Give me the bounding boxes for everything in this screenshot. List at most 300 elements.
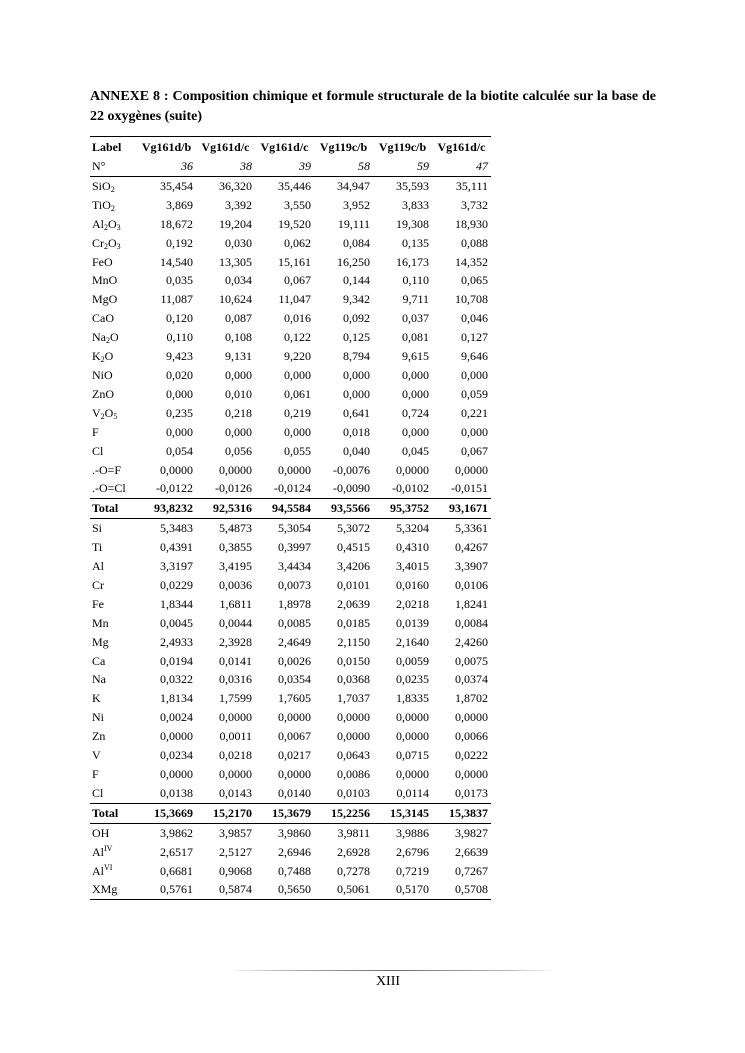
label-text: O (108, 235, 117, 250)
label-text: TiO (92, 197, 111, 212)
value-cell: 3,4195 (219, 559, 252, 574)
value-cell: 0,7278 (337, 863, 370, 878)
value-cell: 0,0000 (160, 767, 193, 781)
value-cell: 0,0234 (160, 748, 193, 763)
value-cell: 0,045 (402, 443, 429, 458)
value-cell: 0,0066 (455, 729, 488, 744)
value-cell: 11,047 (278, 292, 311, 307)
header-row (90, 137, 491, 158)
value-cell: -0,0090 (333, 481, 370, 496)
label-text: O (104, 349, 114, 364)
oxide-row (90, 215, 491, 234)
value-cell: 36,320 (219, 178, 252, 193)
value-cell: 0,0222 (455, 748, 488, 763)
value-cell: 2,4649 (278, 634, 311, 649)
total-value: 15,3669 (137, 803, 196, 823)
value-cell: 0,054 (166, 443, 193, 458)
value-cell: 0,0067 (278, 729, 311, 744)
label-text: Cl (92, 443, 104, 458)
label-superscript: VI (104, 862, 113, 872)
oxide-row (90, 366, 491, 385)
label-text: Na (92, 672, 106, 687)
row-label (90, 328, 137, 347)
column-header: Vg119c/b (314, 137, 373, 158)
value-cell: 0,067 (284, 273, 311, 288)
label-text: O (104, 405, 114, 420)
column-header: Vg119c/b (373, 137, 432, 158)
value-cell: 0,0150 (337, 653, 370, 668)
row-label (90, 519, 137, 538)
oxide-row (90, 271, 491, 290)
value-cell: 8,794 (343, 349, 370, 364)
value-cell: 3,9860 (278, 825, 311, 840)
value-cell: 0,0139 (396, 615, 429, 630)
oxide-row (90, 176, 491, 195)
value-cell: 14,352 (455, 254, 488, 269)
total-label: Total (90, 499, 137, 519)
oxide-row (90, 328, 491, 347)
label-subscript: 2 (100, 411, 105, 421)
oxide-row (90, 234, 491, 253)
value-cell: 35,593 (396, 178, 429, 193)
value-cell: 0,037 (402, 311, 429, 326)
value-cell: 0,056 (225, 443, 252, 458)
biotite-table-container (90, 136, 491, 900)
value-cell: 0,7219 (396, 863, 429, 878)
label-text: ZnO (92, 386, 114, 401)
cation-row (90, 538, 491, 557)
cation-row (90, 595, 491, 614)
row-label (90, 595, 137, 614)
value-cell: 0,0011 (219, 729, 252, 744)
row-label (90, 479, 137, 498)
value-cell: 18,930 (455, 216, 488, 231)
value-cell: 0,0036 (219, 577, 252, 592)
cation-row (90, 519, 491, 538)
value-cell: 0,059 (461, 386, 488, 401)
value-cell: 0,0114 (396, 785, 429, 800)
value-cell: 0,5650 (255, 880, 314, 899)
value-cell: 0,0322 (160, 672, 193, 687)
row-label (90, 385, 137, 404)
value-cell: 14,540 (160, 254, 193, 269)
value-cell: 1,6811 (219, 596, 252, 611)
label-subscript: 3 (116, 222, 121, 232)
oxide-row (90, 442, 491, 461)
value-cell: 0,0218 (219, 748, 252, 763)
value-cell: 0,0073 (278, 577, 311, 592)
value-cell: 9,711 (402, 292, 429, 307)
total-label: Total (90, 803, 137, 823)
value-cell: 0,088 (461, 235, 488, 250)
analysis-number: 39 (255, 157, 314, 176)
value-cell: 0,0086 (337, 767, 370, 781)
page-number: XIII (375, 974, 401, 989)
label-subscript: 2 (106, 336, 110, 346)
value-cell: 0,0000 (160, 462, 193, 477)
value-cell: 5,3483 (160, 521, 193, 536)
value-cell: 2,0639 (337, 596, 370, 611)
value-cell: 0,0106 (455, 577, 488, 592)
label-text: Al (92, 559, 104, 574)
value-cell: 3,833 (402, 197, 429, 212)
value-cell: 0,065 (461, 273, 488, 288)
label-text: Na (92, 330, 106, 345)
value-cell: 3,3197 (160, 559, 193, 574)
value-cell: 0,0185 (337, 615, 370, 630)
row-label (90, 442, 137, 461)
value-cell: 16,250 (337, 254, 370, 269)
total-value: 15,3679 (255, 803, 314, 823)
label-text: Mg (92, 634, 109, 649)
total-value: 15,2170 (196, 803, 255, 823)
extra-row (90, 823, 491, 842)
value-cell: 0,5874 (196, 880, 255, 899)
extra-row (90, 862, 491, 881)
cation-total-row (90, 803, 491, 823)
label-text: O (110, 330, 119, 345)
value-cell: 1,8134 (160, 691, 193, 706)
row-label (90, 746, 137, 765)
value-cell: 5,3072 (337, 521, 370, 536)
value-cell: 0,5170 (373, 880, 432, 899)
value-cell: 5,3054 (278, 521, 311, 536)
value-cell: 0,030 (225, 235, 252, 250)
value-cell: 0,6681 (160, 863, 193, 878)
oxide-row (90, 196, 491, 215)
cation-row (90, 765, 491, 784)
row-label (90, 347, 137, 366)
value-cell: 9,423 (166, 349, 193, 364)
value-cell: 3,4015 (396, 559, 429, 574)
value-cell: 0,3997 (278, 540, 311, 555)
label-subscript: 2 (100, 355, 105, 365)
value-cell: 35,446 (278, 178, 311, 193)
header-label-cell: Label (90, 137, 137, 158)
label-subscript: 2 (104, 241, 108, 251)
value-cell: 2,6796 (396, 844, 429, 859)
value-cell: 0,0160 (396, 577, 429, 592)
value-cell: 0,000 (166, 386, 193, 401)
value-cell: 0,0138 (160, 785, 193, 800)
value-cell: 2,4260 (455, 634, 488, 649)
value-cell: 10,708 (455, 292, 488, 307)
label-text: Cr (92, 577, 104, 592)
value-cell: 9,220 (284, 349, 311, 364)
value-cell: 0,000 (402, 424, 429, 439)
value-cell: 0,0101 (337, 577, 370, 592)
analysis-number: 58 (314, 157, 373, 176)
label-text: V (92, 748, 101, 763)
label-text: Zn (92, 729, 106, 744)
value-cell: 0,0000 (219, 710, 252, 725)
row-label (90, 784, 137, 803)
oxide-row (90, 347, 491, 366)
row-label (90, 290, 137, 309)
value-cell: 1,8241 (455, 596, 488, 611)
value-cell: 0,110 (166, 330, 193, 345)
oxide-row (90, 404, 491, 423)
value-cell: 0,0217 (278, 748, 311, 763)
row-label (90, 652, 137, 671)
number-label-cell: N° (90, 157, 137, 176)
value-cell: 0,4391 (160, 540, 193, 555)
value-cell: 0,0000 (278, 462, 311, 477)
value-cell: 5,3361 (455, 521, 488, 536)
value-cell: 0,0000 (278, 767, 311, 781)
value-cell: 0,000 (343, 367, 370, 382)
value-cell: 0,040 (343, 443, 370, 458)
value-cell: 5,3204 (396, 521, 429, 536)
value-cell: 2,4933 (160, 634, 193, 649)
value-cell: 1,7605 (278, 691, 311, 706)
value-cell: 3,9862 (160, 825, 193, 840)
label-text: .-O=F (92, 462, 122, 477)
value-cell: 3,4206 (337, 559, 370, 574)
analysis-number: 47 (432, 157, 491, 176)
cation-row (90, 633, 491, 652)
value-cell: 0,122 (284, 330, 311, 345)
value-cell: 0,000 (284, 424, 311, 439)
value-cell: 3,550 (284, 197, 311, 212)
value-cell: 10,624 (219, 292, 252, 307)
total-value: 93,8232 (137, 499, 196, 519)
value-cell: 0,087 (225, 311, 252, 326)
value-cell: 2,6928 (337, 844, 370, 859)
value-cell: 0,0000 (278, 710, 311, 725)
value-cell: 19,111 (337, 216, 370, 231)
value-cell: 0,000 (166, 424, 193, 439)
cation-row (90, 557, 491, 576)
value-cell: 3,9827 (455, 825, 488, 840)
row-label (90, 633, 137, 652)
label-text: NiO (92, 367, 113, 382)
row-label (90, 765, 137, 784)
value-cell: 2,5127 (219, 844, 252, 859)
cation-row (90, 576, 491, 595)
label-text: FeO (92, 254, 113, 269)
value-cell: 0,000 (284, 367, 311, 382)
cation-row (90, 614, 491, 633)
row-label (90, 843, 137, 862)
value-cell: 0,018 (343, 424, 370, 439)
value-cell: 0,0000 (396, 710, 429, 725)
value-cell: 0,4267 (455, 540, 488, 555)
value-cell: 5,4873 (219, 521, 252, 536)
row-label (90, 196, 137, 215)
row-label (90, 176, 137, 195)
footer-divider (228, 970, 558, 971)
value-cell: 3,9857 (219, 825, 252, 840)
value-cell: 0,219 (284, 405, 311, 420)
value-cell: 0,0374 (455, 672, 488, 687)
value-cell: 35,454 (160, 178, 193, 193)
row-label (90, 557, 137, 576)
row-label (90, 253, 137, 272)
value-cell: -0,0102 (392, 481, 429, 496)
value-cell: 0,0173 (455, 785, 488, 800)
value-cell: 1,8335 (396, 691, 429, 706)
extra-row (90, 880, 491, 899)
label-text: SiO (92, 178, 111, 193)
value-cell: 3,392 (225, 197, 252, 212)
label-text: XMg (92, 882, 118, 897)
value-cell: 0,0024 (160, 710, 193, 725)
label-text: Fe (92, 596, 104, 611)
value-cell: 0,641 (343, 405, 370, 420)
value-cell: 0,0000 (455, 767, 488, 781)
label-text: .-O=Cl (92, 481, 126, 496)
total-value: 93,1671 (432, 499, 491, 519)
value-cell: 16,173 (396, 254, 429, 269)
row-label (90, 404, 137, 423)
value-cell: 0,067 (461, 443, 488, 458)
value-cell: 1,8702 (455, 691, 488, 706)
column-header: Vg161d/c (255, 137, 314, 158)
label-text: Al (92, 844, 104, 859)
value-cell: 0,0354 (278, 672, 311, 687)
value-cell: 35,111 (455, 178, 488, 193)
value-cell: 0,081 (402, 330, 429, 345)
value-cell: 0,0143 (219, 785, 252, 800)
value-cell: 0,724 (402, 405, 429, 420)
total-value: 15,3837 (432, 803, 491, 823)
value-cell: 0,016 (284, 311, 311, 326)
total-value: 15,3145 (373, 803, 432, 823)
value-cell: 0,0000 (455, 710, 488, 725)
value-cell: 0,0044 (219, 615, 252, 630)
value-cell: 0,110 (402, 273, 429, 288)
value-cell: 0,0103 (337, 785, 370, 800)
label-superscript: IV (104, 843, 113, 853)
label-subscript: 2 (104, 222, 108, 232)
value-cell: 0,0141 (219, 653, 252, 668)
cation-row (90, 689, 491, 708)
total-value: 92,5316 (196, 499, 255, 519)
value-cell: 2,1640 (396, 634, 429, 649)
cation-row (90, 652, 491, 671)
value-cell: 1,7037 (337, 691, 370, 706)
value-cell: 2,6946 (278, 844, 311, 859)
value-cell: -0,0124 (274, 481, 311, 496)
label-text: Ca (92, 653, 106, 668)
label-text: Si (92, 521, 103, 536)
value-cell: 0,084 (343, 235, 370, 250)
value-cell: 3,4434 (278, 559, 311, 574)
label-text: K (92, 349, 101, 364)
row-label (90, 823, 137, 842)
value-cell: 0,062 (284, 235, 311, 250)
column-header: Vg161d/b (137, 137, 196, 158)
value-cell: 0,0000 (160, 729, 193, 744)
column-header: Vg161d/c (432, 137, 491, 158)
value-cell: 0,5708 (432, 880, 491, 899)
value-cell: 0,000 (343, 386, 370, 401)
value-cell: 0,0000 (455, 462, 488, 477)
value-cell: 0,135 (402, 235, 429, 250)
value-cell: 9,342 (343, 292, 370, 307)
value-cell: 3,9886 (396, 825, 429, 840)
row-label (90, 689, 137, 708)
row-label (90, 670, 137, 689)
value-cell: 9,615 (402, 349, 429, 364)
value-cell: 0,0235 (396, 672, 429, 687)
value-cell: 19,520 (278, 216, 311, 231)
total-value: 95,3752 (373, 499, 432, 519)
value-cell: 0,0026 (278, 653, 311, 668)
value-cell: 3,9811 (337, 825, 370, 840)
value-cell: 2,6517 (160, 844, 193, 859)
value-cell: 0,000 (225, 424, 252, 439)
value-cell: 0,0000 (337, 710, 370, 725)
cation-row (90, 746, 491, 765)
value-cell: 0,9068 (219, 863, 252, 878)
value-cell: -0,0076 (333, 462, 370, 477)
value-cell: 0,3855 (219, 540, 252, 555)
value-cell: -0,0126 (215, 481, 252, 496)
value-cell: 0,0085 (278, 615, 311, 630)
value-cell: 0,0000 (219, 767, 252, 781)
value-cell: 0,0075 (455, 653, 488, 668)
value-cell: 3,3907 (455, 559, 488, 574)
value-cell: 1,7599 (219, 691, 252, 706)
value-cell: 0,5061 (314, 880, 373, 899)
annex-title: ANNEXE 8 : Composition chimique et formule structurale de la biotite calculée sur la base de 22 oxygènes (suite) (90, 89, 656, 124)
table-body (90, 137, 491, 900)
label-text: CaO (92, 311, 114, 326)
label-text: O (108, 216, 117, 231)
value-cell: 19,204 (219, 216, 252, 231)
label-text: Mn (92, 615, 109, 630)
label-text: MgO (92, 292, 118, 307)
row-label (90, 727, 137, 746)
row-label (90, 862, 137, 881)
label-text: Ni (92, 710, 104, 725)
value-cell: 1,8978 (278, 596, 311, 611)
label-text: F (92, 424, 99, 439)
value-cell: 0,0000 (337, 729, 370, 744)
value-cell: 0,0194 (160, 653, 193, 668)
row-label (90, 271, 137, 290)
analysis-number: 36 (137, 157, 196, 176)
value-cell: 0,000 (461, 367, 488, 382)
total-value: 94,5584 (255, 499, 314, 519)
value-cell: 3,952 (343, 197, 370, 212)
value-cell: 0,092 (343, 311, 370, 326)
label-text: Ti (92, 540, 103, 555)
value-cell: 13,305 (219, 254, 252, 269)
value-cell: 0,235 (166, 405, 193, 420)
label-text: OH (92, 825, 110, 840)
value-cell: 2,3928 (219, 634, 252, 649)
extra-row (90, 843, 491, 862)
value-cell: 3,732 (461, 197, 488, 212)
value-cell: 18,672 (160, 216, 193, 231)
analysis-number: 38 (196, 157, 255, 176)
value-cell: 3,869 (166, 197, 193, 212)
oxide-row (90, 309, 491, 328)
value-cell: 0,4310 (396, 540, 429, 555)
value-cell: 0,0045 (160, 615, 193, 630)
value-cell: 0,046 (461, 311, 488, 326)
value-cell: 0,000 (402, 367, 429, 382)
row-label (90, 576, 137, 595)
value-cell: 15,161 (278, 254, 311, 269)
value-cell: 0,0715 (396, 748, 429, 763)
oxide-row (90, 423, 491, 442)
column-header: Vg161d/c (196, 137, 255, 158)
oxide-row (90, 290, 491, 309)
